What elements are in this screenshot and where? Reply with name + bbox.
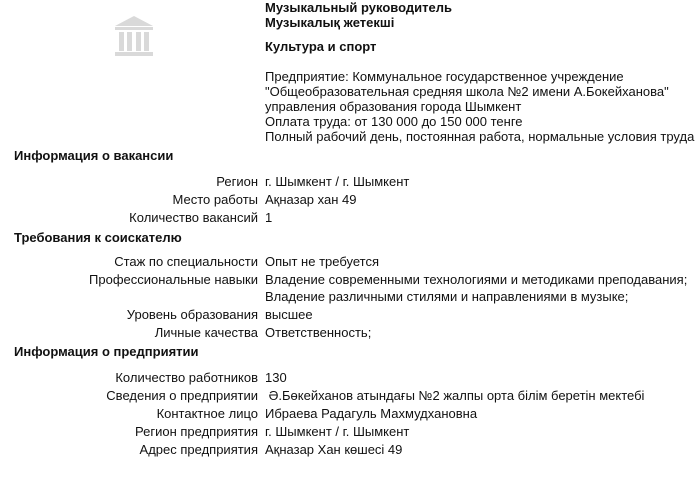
contact-person-label: Контактное лицо bbox=[156, 406, 258, 421]
employee-count-label: Количество работников bbox=[115, 370, 258, 385]
skills-line-2: Владение различными стилями и направлениями в музыке; bbox=[265, 289, 629, 304]
requirements-heading: Требования к соискателю bbox=[14, 230, 182, 245]
enterprise-label: Предприятие: bbox=[265, 69, 349, 84]
region-label: Регион bbox=[216, 174, 258, 189]
experience-value: Опыт не требуется bbox=[265, 254, 380, 269]
enterprise-details-label: Сведения о предприятии bbox=[106, 388, 258, 403]
enterprise-address-value: Ақназар Хан көшесі 49 bbox=[265, 442, 403, 457]
enterprise-region-label: Регион предприятия bbox=[135, 424, 258, 439]
vacancy-title-kz: Музыкалық жетекші bbox=[265, 15, 395, 30]
employee-count-value: 130 bbox=[265, 370, 287, 385]
vacancy-title-ru: Музыкальный руководитель bbox=[265, 0, 452, 15]
enterprise-details-value: Ә.Бөкейханов атындағы №2 жалпы орта білім беретін мектебі bbox=[265, 388, 645, 403]
enterprise-line-3: управления образования города Шымкент bbox=[265, 99, 522, 114]
enterprise-info-heading: Информация о предприятии bbox=[14, 344, 199, 359]
skills-line-1: Владение современными технологиями и методиками преподавания; bbox=[265, 272, 688, 287]
vacancy-info-heading: Информация о вакансии bbox=[14, 148, 174, 163]
enterprise-line-1 bbox=[265, 69, 624, 84]
personal-qualities-label: Личные качества bbox=[154, 325, 258, 340]
workplace-label: Место работы bbox=[172, 192, 258, 207]
salary-text: Оплата труда: от 130 000 до 150 000 тенге bbox=[265, 114, 523, 129]
vacancy-category: Культура и спорт bbox=[265, 39, 377, 54]
vacancy-count-value: 1 bbox=[265, 210, 273, 225]
personal-qualities-value: Ответственность; bbox=[265, 325, 372, 340]
education-value: высшее bbox=[265, 307, 313, 322]
region-value: г. Шымкент / г. Шымкент bbox=[265, 174, 410, 189]
contact-person-value: Ибраева Радагуль Махмудхановна bbox=[265, 406, 478, 421]
enterprise-address-label: Адрес предприятия bbox=[139, 442, 258, 457]
enterprise-name: Коммунальное государственное учреждение bbox=[352, 69, 624, 84]
skills-label: Профессиональные навыки bbox=[89, 272, 258, 287]
vacancy-count-label: Количество вакансий bbox=[129, 210, 258, 225]
conditions-text: Полный рабочий день, постоянная работа, нормальные условия труда bbox=[265, 129, 695, 144]
enterprise-region-value: г. Шымкент / г. Шымкент bbox=[265, 424, 410, 439]
workplace-value: Ақназар хан 49 bbox=[265, 192, 357, 207]
experience-label: Стаж по специальности bbox=[114, 254, 258, 269]
enterprise-line-2: "Общеобразовательная средняя школа №2 имени А.Бокейханова" bbox=[265, 84, 669, 99]
education-label: Уровень образования bbox=[126, 307, 258, 322]
building-columns-icon bbox=[112, 14, 156, 58]
